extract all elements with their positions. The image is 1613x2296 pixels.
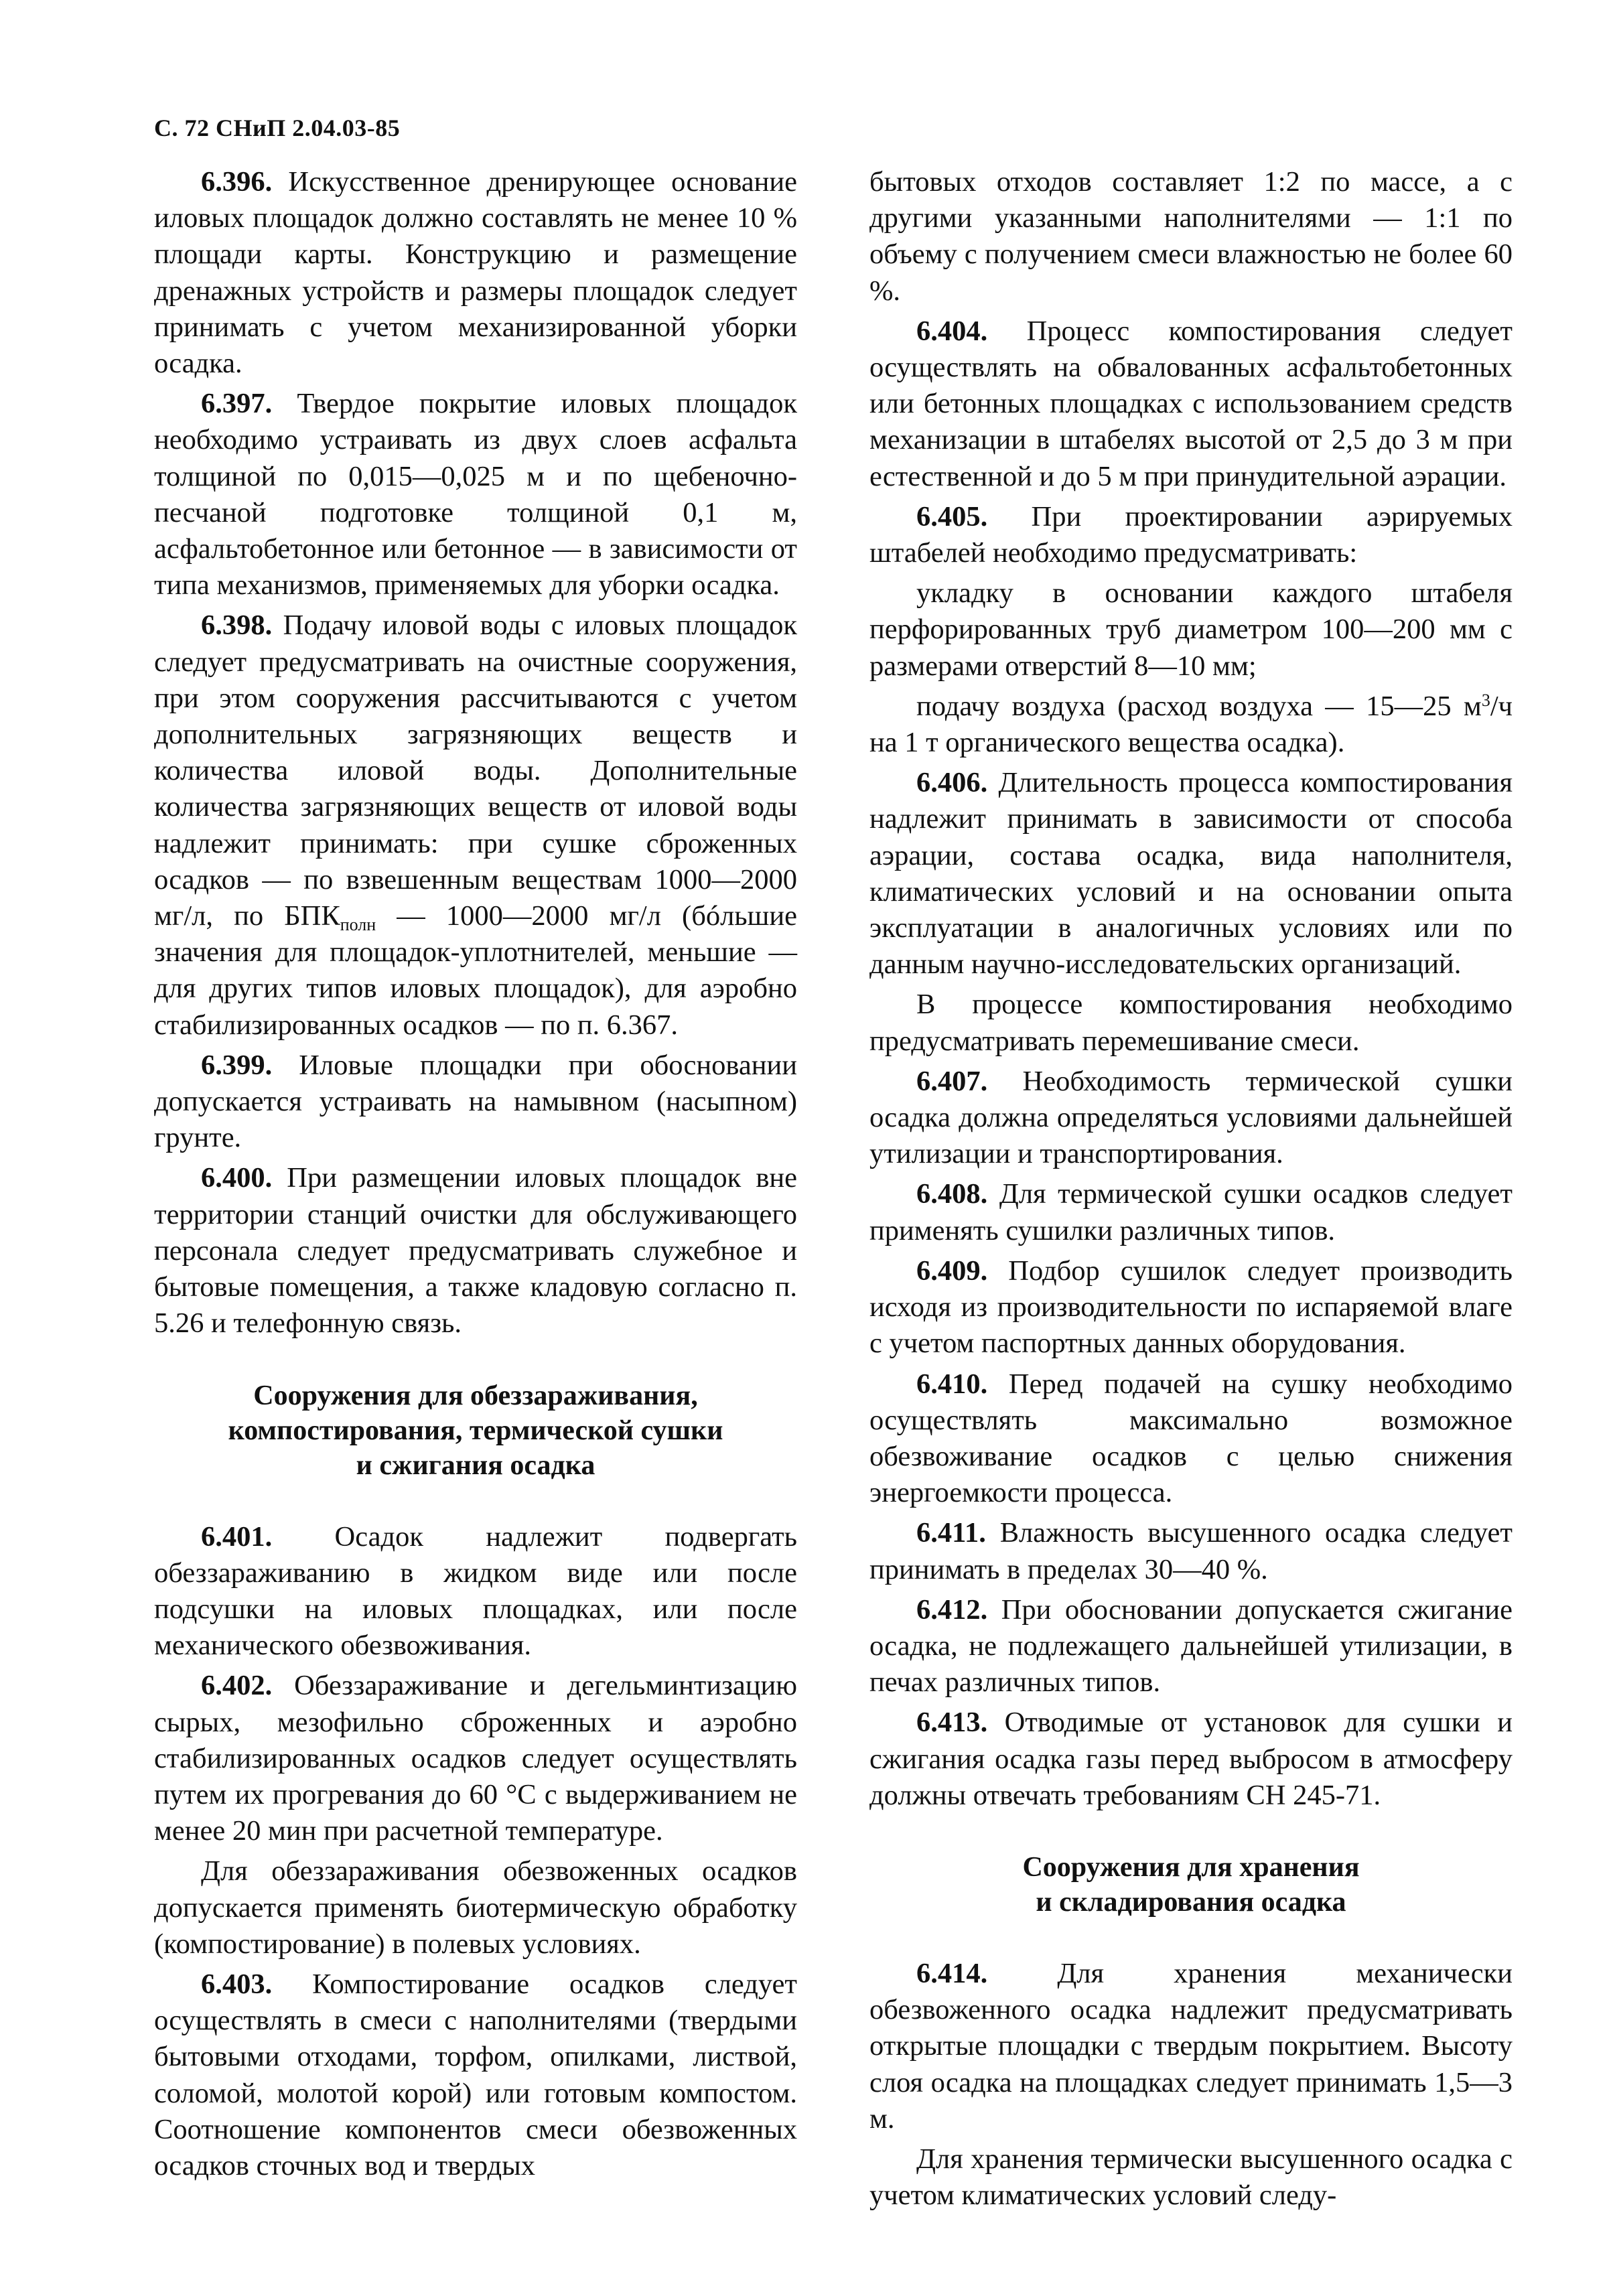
clause-6-398 [154, 607, 797, 1043]
paragraph-continued: бытовых отходов составляет 1:2 по массе, а с другими указанными наполнителями — 1:1 по объему с получением смеси влажностью не более 60 %. [869, 166, 1513, 307]
clause-text-cont: — 1000—2000 мг/л (бóльшие значения для площадок-уплотнителей, меньшие — для других типов иловых площадок), для аэробно стабилизированных осадков — по п. 6.367. [154, 900, 798, 1041]
clause-6-409 [869, 1253, 1513, 1362]
heading-line: Сооружения для обеззараживания, [253, 1380, 698, 1411]
clause-6-408 [869, 1176, 1513, 1248]
clause-6-396 [154, 164, 797, 382]
clause-text: Иловые площадки при обосновании допускается устраивать на намывном (насыпном) грунте. [154, 1049, 797, 1154]
clause-text: При проектировании аэрируемых штабелей необходимо предусматривать: [869, 500, 1513, 569]
paragraph [869, 689, 1513, 761]
clause-text: Перед подачей на сушку необходимо осуществлять максимально возможное обезвоживание осадков с целью снижения энергоемкости процесса. [869, 1368, 1513, 1509]
clause-text: Процесс компостирования следует осуществлять на обвалованных асфальтобетонных или бетонных площадках с использованием средств механизации в штабелях высотой от 2,5 до 3 м при естественной и до 5 м при принудительной аэрации. [869, 315, 1513, 492]
paragraph-text: подачу воздуха (расход воздуха — 15—25 м [916, 690, 1482, 722]
right-column [869, 164, 1513, 2218]
clause-6-407 [869, 1064, 1513, 1173]
heading-line: компостирования, термической сушки [228, 1415, 723, 1446]
clause-6-403 [154, 1966, 797, 2184]
clause-text: Длительность процесса компостирования надлежит принимать в зависимости от способа аэрации, состава осадка, вида наполнителя, климатических условий и на основании опыта эксплуатации в аналогичных условиях или по данным научно-исследовательских организаций. [869, 767, 1513, 981]
clause-6-401 [154, 1519, 797, 1664]
clause-text: Отводимые от установок для сушки и сжигания осадка газы перед выбросом в атмосферу должны отвечать требованиям СН 245-71. [869, 1707, 1513, 1811]
clause-number: 6.412. [916, 1593, 988, 1626]
clause-number: 6.404. [916, 315, 988, 347]
clause-text: Для термической сушки осадков следует применять сушилки различных типов. [869, 1178, 1513, 1246]
paragraph: Для обеззараживания обезвоженных осадков допускается применять биотермическую обработку (компостирование) в полевых условиях. [154, 1855, 797, 1960]
running-head: С. 72 СНиП 2.04.03-85 [154, 115, 401, 141]
clause-6-411 [869, 1515, 1513, 1587]
clause-text: Твердое покрытие иловых площадок необходимо устраивать из двух слоев асфальта толщиной по 0,015—0,025 м и по щебеночно-песчаной подготовке толщиной 0,1 м, асфальтобетонное или бетонное — в зависимости от типа механизмов, применяемых для уборки осадка. [154, 388, 797, 601]
paragraph: укладку в основании каждого штабеля перфорированных труб диаметром 100—200 мм с размерами отверстий 8—10 мм; [869, 577, 1513, 682]
section-heading-disinfection [154, 1378, 797, 1483]
clause-6-399 [154, 1048, 797, 1157]
clause-text: Осадок надлежит подвергать обеззараживанию в жидком виде или после подсушки на иловых площадках, или после механического обезвоживания. [154, 1520, 797, 1662]
heading-line: Сооружения для хранения [1022, 1851, 1360, 1883]
clause-6-410 [869, 1366, 1513, 1512]
clause-text: Подбор сушилок следует производить исходя из производительности по испаряемой влаге с учетом паспортных данных оборудования. [869, 1254, 1513, 1360]
clause-number: 6.397. [201, 388, 273, 420]
clause-number: 6.398. [201, 609, 273, 642]
clause-number: 6.413. [916, 1707, 988, 1739]
clause-6-402 [154, 1668, 797, 1849]
paragraph: В процессе компостирования необходимо предусматривать перемешивание смеси. [869, 989, 1513, 1057]
clause-6-400 [154, 1160, 797, 1342]
clause-text: Влажность высушенного осадка следует принимать в пределах 30—40 %. [869, 1517, 1513, 1585]
clause-6-412 [869, 1592, 1513, 1701]
heading-line: и складирования осадка [1036, 1886, 1346, 1918]
clause-number: 6.414. [916, 1957, 988, 1989]
clause-number: 6.406. [916, 767, 988, 799]
clause-text: При размещении иловых площадок вне территории станций очистки для обслуживающего персонала следует предусматривать служебное и бытовые помещения, а также кладовую согласно п. 5.26 и телефонную связь. [154, 1162, 797, 1340]
paragraph: Для хранения термически высушенного осадка с учетом климатических условий следу- [869, 2143, 1513, 2212]
clause-text: Для хранения механически обезвоженного осадка надлежит предусматривать открытые площадки с твердым покрытием. Высоту слоя осадка на площадках следует принимать 1,5—3 м. [869, 1957, 1513, 2135]
clause-text: Искусственное дренирующее основание иловых площадок должно составлять не менее 10 % площади карты. Конструкцию и размещение дренажных устройств и размеры площадок следует принимать с учетом механизированной уборки осадка. [154, 166, 797, 380]
clause-number: 6.400. [201, 1162, 273, 1194]
clause-number: 6.403. [201, 1968, 273, 2000]
clause-number: 6.399. [201, 1049, 273, 1081]
clause-6-413 [869, 1705, 1513, 1814]
clause-6-397 [154, 386, 797, 603]
clause-number: 6.405. [916, 500, 988, 532]
clause-text: Обеззараживание и дегельминтизацию сырых, мезофильно сброженных и аэробно стабилизированных осадков следует осуществлять путем их прогревания до 60 °С с выдерживанием не менее 20 мин при расчетной температуре. [154, 1670, 797, 1847]
clause-6-414 [869, 1956, 1513, 2137]
clause-number: 6.409. [916, 1254, 988, 1287]
clause-6-405 [869, 499, 1513, 571]
clause-6-406 [869, 765, 1513, 983]
clause-number: 6.401. [201, 1520, 273, 1553]
clause-text: При обосновании допускается сжигание осадка, не подлежащего дальнейшей утилизации, в печах различных типов. [869, 1593, 1513, 1699]
clause-number: 6.407. [916, 1065, 988, 1097]
clause-6-404 [869, 313, 1513, 495]
clause-number: 6.410. [916, 1368, 988, 1400]
section-heading-storage [869, 1850, 1513, 1920]
left-column [154, 164, 797, 2188]
superscript: 3 [1481, 690, 1490, 710]
clause-text: Компостирование осадков следует осуществлять в смеси с наполнителями (твердыми бытовыми отходами, торфом, опилками, листвой, соломой, молотой корой) или готовым компостом. Соотношение компонентов смеси обезвоженных осадков сточных вод и твердых [154, 1968, 797, 2181]
heading-line: и сжигания осадка [356, 1449, 595, 1481]
clause-number: 6.396. [201, 166, 273, 198]
clause-number: 6.411. [916, 1517, 986, 1549]
paragraph-text-cont: /ч на 1 т органического вещества осадка). [869, 690, 1513, 759]
clause-number: 6.408. [916, 1178, 988, 1210]
clause-text: Необходимость термической сушки осадка должна определяться условиями дальнейшей утилизации и транспортирования. [869, 1065, 1513, 1170]
subscript: полн [340, 915, 376, 935]
clause-text: Подачу иловой воды с иловых площадок следует предусматривать на очистные сооружения, при этом сооружения рассчитываются с учетом дополнительных загрязняющих веществ и количества иловой воды. Дополнительные количества загрязняющих веществ от иловой воды надлежит принимать: при сушке сброженных осадков — по взвешенным веществам 1000—2000 мг/л, по БПК [154, 609, 797, 932]
clause-number: 6.402. [201, 1670, 273, 1702]
